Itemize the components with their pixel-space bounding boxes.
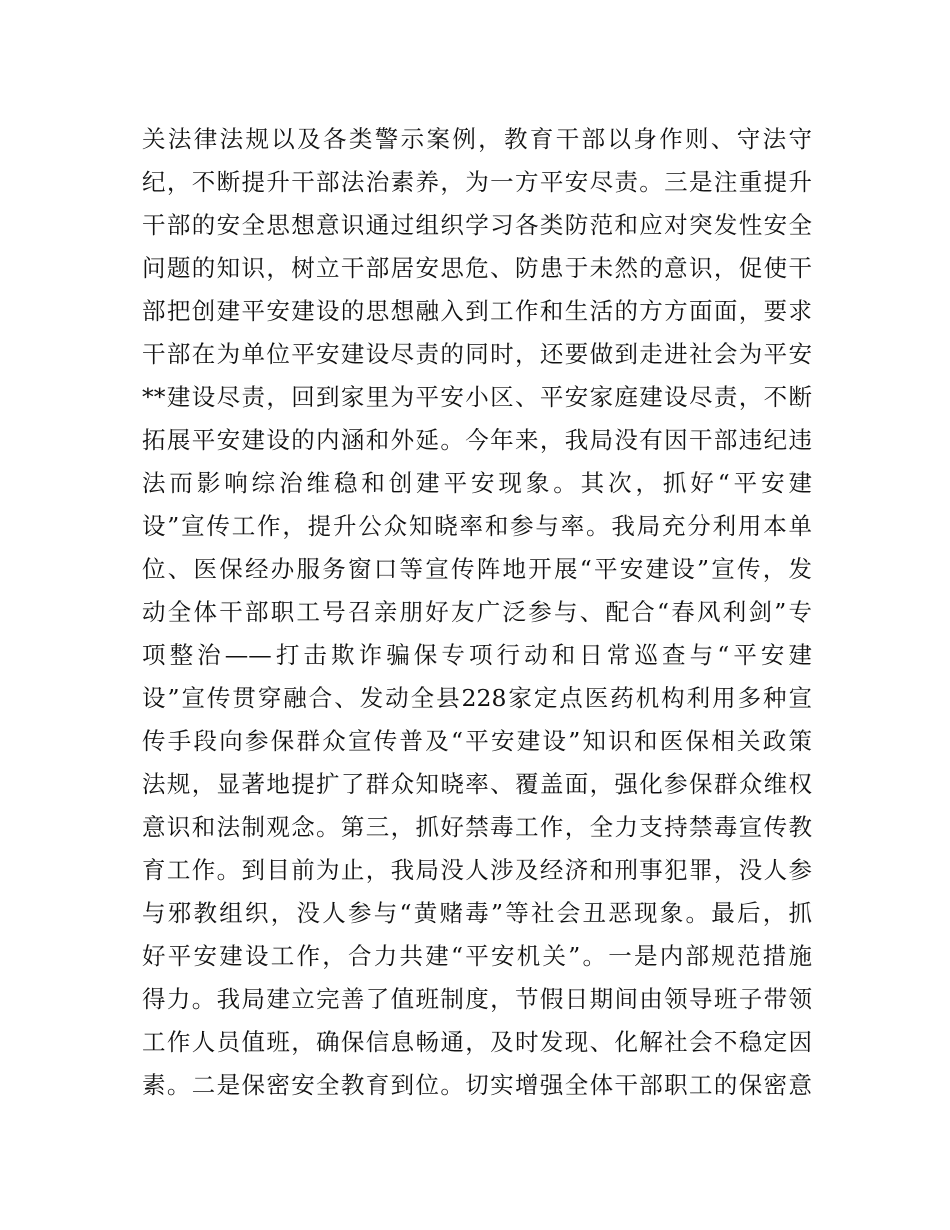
text-line-2: 纪，不断提升干部法治素养，为一方平安尽责。三是注重提升	[142, 168, 812, 196]
text-line-4: 问题的知识，树立干部居安思危、防患于未然的意识，促使干	[142, 254, 812, 282]
text-line-11: 位、医保经办服务窗口等宣传阵地开展“平安建设”宣传，发	[142, 555, 812, 583]
text-line-7: **建设尽责，回到家里为平安小区、平安家庭建设尽责，不断	[142, 383, 812, 411]
text-line-13: 项整治——打击欺诈骗保专项行动和日常巡查与“平安建	[142, 641, 812, 669]
text-line-1: 关法律法规以及各类警示案例，教育干部以身作则、守法守	[142, 125, 812, 153]
text-line-18: 育工作。到目前为止，我局没人涉及经济和刑事犯罪，没人参	[142, 856, 812, 884]
text-line-16: 法规，显著地提扩了群众知晓率、覆盖面，强化参保群众维权	[142, 770, 812, 798]
text-line-6: 干部在为单位平安建设尽责的同时，还要做到走进社会为平安	[142, 340, 812, 368]
text-line-3: 干部的安全思想意识通过组织学习各类防范和应对突发性安全	[142, 211, 812, 239]
text-line-19: 与邪教组织，没人参与“黄赌毒”等社会丑恶现象。最后，抓	[142, 899, 812, 927]
text-line-23: 素。二是保密安全教育到位。切实增强全体干部职工的保密意	[142, 1071, 812, 1099]
text-line-8: 拓展平安建设的内涵和外延。今年来，我局没有因干部违纪违	[142, 426, 812, 454]
text-line-12: 动全体干部职工号召亲朋好友广泛参与、配合“春风利剑”专	[142, 598, 812, 626]
text-line-14: 设”宣传贯穿融合、发动全县228家定点医药机构利用多种宣	[142, 684, 812, 712]
text-line-5: 部把创建平安建设的思想融入到工作和生活的方方面面，要求	[142, 297, 812, 325]
text-line-21: 得力。我局建立完善了值班制度，节假日期间由领导班子带领	[142, 985, 812, 1013]
text-line-17: 意识和法制观念。第三，抓好禁毒工作，全力支持禁毒宣传教	[142, 813, 812, 841]
text-line-9: 法而影响综治维稳和创建平安现象。其次，抓好“平安建	[142, 469, 812, 497]
text-line-15: 传手段向参保群众宣传普及“平安建设”知识和医保相关政策	[142, 727, 812, 755]
text-line-10: 设”宣传工作，提升公众知晓率和参与率。我局充分利用本单	[142, 512, 812, 540]
text-line-22: 工作人员值班，确保信息畅通，及时发现、化解社会不稳定因	[142, 1028, 812, 1056]
text-line-20: 好平安建设工作，合力共建“平安机关”。一是内部规范措施	[142, 942, 812, 970]
body-text	[142, 118, 812, 1107]
